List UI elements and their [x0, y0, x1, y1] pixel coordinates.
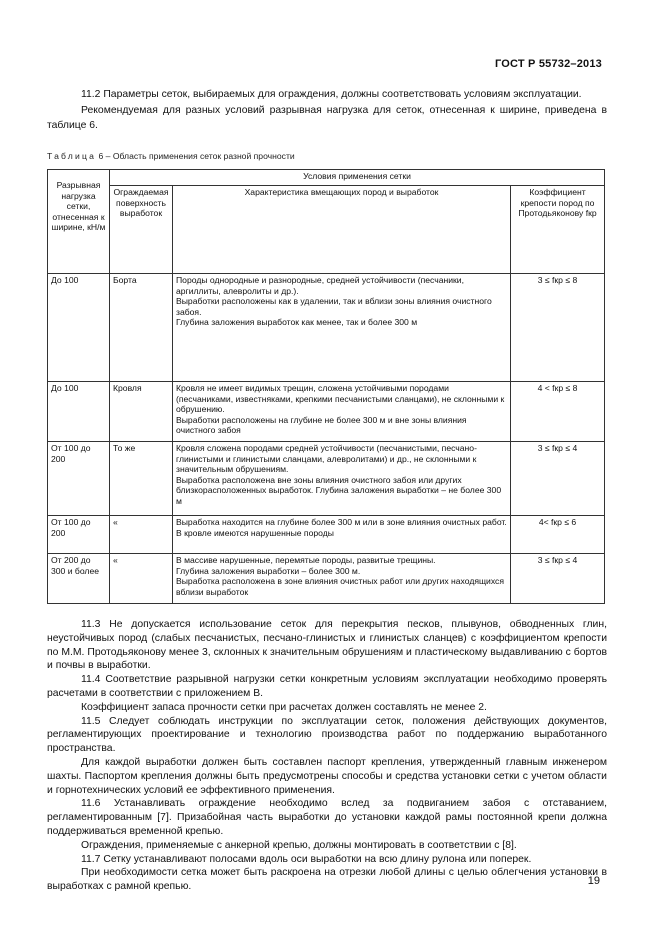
- paragraph: 11.7 Сетку устанавливают полосами вдоль оси выработки на всю длину рулона или поперек.: [81, 853, 532, 865]
- cell-surface: «: [110, 554, 173, 604]
- paragraph: При необходимости сетка может быть раскроена на отрезки любой длины с целью облегчения установки в выработках с рамной крепью.: [47, 867, 607, 893]
- paragraph: 11.4 Соответствие разрывной нагрузки сетки конкретным условиям эксплуатации необходимо проверять расчетами в соответствии с приложением В.: [47, 674, 607, 699]
- paragraph: 11.5 Следует соблюдать инструкции по эксплуатации сеток, положения действующих документов, регламентирующих проектирование и технологию производства работ по поддержанию выработанного пространства.: [47, 715, 607, 755]
- header-coefficient: Коэффициент крепости пород по Протодьяконову fкр: [511, 186, 605, 274]
- cell-coefficient: 3 ≤ fкр ≤ 4: [511, 554, 605, 604]
- cell-coefficient: 4< fкр ≤ 6: [511, 516, 605, 554]
- cell-surface: Борта: [110, 274, 173, 382]
- cell-load: До 100: [48, 382, 110, 442]
- cell-characteristics: Кровля не имеет видимых трещин, сложена устойчивыми породами (песчаниками, известняками, крепкими песчанистыми сланцами), не склонными к обрушению. Выработки расположены на глубине не более 300 м и вне зоны влияния очистного забоя: [173, 382, 511, 442]
- header-characteristics: Характеристика вмещающих пород и выработок: [173, 186, 511, 274]
- cell-coefficient: 3 ≤ fкр ≤ 8: [511, 274, 605, 382]
- table-row: [48, 442, 605, 516]
- paragraph: 11.2 Параметры сеток, выбираемых для ограждения, должны соответствовать условиям эксплуатации.: [81, 89, 582, 100]
- cell-load: От 100 до 200: [48, 516, 110, 554]
- strength-table: [47, 169, 605, 604]
- cell-surface: Кровля: [110, 382, 173, 442]
- table-row: [48, 382, 605, 442]
- paragraph: 11.6 Устанавливать ограждение необходимо вслед за подвиганием забоя с отставанием, регламентированным [7]. Призабойная часть выработки до установки каждой рамы постоянной крепи должна поддерживаться временной крепью.: [47, 798, 607, 837]
- table-caption-word: Таблица: [47, 151, 97, 161]
- paragraph: 11.3 Не допускается использование сеток для перекрытия песков, плывунов, обводненных глин, неустойчивых пород (слабых песчанистых, песчано-глинистых и глинистых сланцев) с коэффициентом крепости по М.М. Протодьяконову менее 3, склонных к значительным обрушениям и пластическому выдавливанию с бортов и почвы в выработки.: [47, 619, 607, 672]
- table-caption: [47, 151, 295, 161]
- paragraph: Рекомендуемая для разных условий разрывная нагрузка для сеток, отнесенная к ширине, приведена в таблице 6.: [47, 104, 607, 132]
- table-row: [48, 554, 605, 604]
- paragraph: Для каждой выработки должен быть составлен паспорт крепления, утвержденный главным инженером шахты. Паспортом крепления должны быть предусмотрены способы и средства установки сетки с учетом области и горнотехнических условий ее эффективного применения.: [47, 756, 607, 796]
- paragraph: Ограждения, применяемые с анкерной крепью, должны монтировать в соответствии с [8].: [81, 839, 517, 851]
- header-surface: Ограждаемая поверхность выработок: [110, 186, 173, 274]
- intro-text: [47, 87, 607, 134]
- cell-load: От 100 до 200: [48, 442, 110, 516]
- document-id: ГОСТ Р 55732–2013: [494, 58, 602, 70]
- cell-characteristics: Кровля сложена породами средней устойчивости (песчанистыми, песчано-глинистыми и глинистыми сланцами, алевролитами) и др., не склонными к значительным обрушениям. Выработка расположена вне зоны влияния очистного забоя или других близкорасположенных выработок. Глубина заложения выработки – не более 300 м: [173, 442, 511, 516]
- cell-characteristics: Породы однородные и разнородные, средней устойчивости (песчаники, аргиллиты, алевролиты и др.). Выработки расположены как в удалении, так и вблизи зоны влияния очистного забоя. Глубина заложения выработок как менее, так и более 300 м: [173, 274, 511, 382]
- table-caption-text: 6 – Область применения сеток разной прочности: [98, 151, 295, 161]
- cell-characteristics: Выработка находится на глубине более 300 м или в зоне влияния очистных работ. В кровле имеются нарушенные породы: [173, 516, 511, 554]
- cell-coefficient: 4 < fкр ≤ 8: [511, 382, 605, 442]
- paragraph: Коэффициент запаса прочности сетки при расчетах должен составлять не менее 2.: [81, 701, 487, 713]
- cell-characteristics: В массиве нарушенные, перемятые породы, развитые трещины. Глубина заложения выработки – более 300 м. Выработка расположена в зоне влияния очистных работ или других находящихся вблизи выработок: [173, 554, 511, 604]
- header-conditions: Условия применения сетки: [110, 170, 605, 186]
- table-row: [48, 516, 605, 554]
- header-load: Разрывная нагрузка сетки, отнесенная к ширине, кН/м: [48, 170, 110, 274]
- cell-load: До 100: [48, 274, 110, 382]
- cell-coefficient: 3 ≤ fкр ≤ 4: [511, 442, 605, 516]
- body-text: [47, 618, 607, 894]
- cell-surface: «: [110, 516, 173, 554]
- cell-load: От 200 до 300 и более: [48, 554, 110, 604]
- page-number: 19: [587, 875, 600, 887]
- cell-surface: То же: [110, 442, 173, 516]
- table-row: [48, 274, 605, 382]
